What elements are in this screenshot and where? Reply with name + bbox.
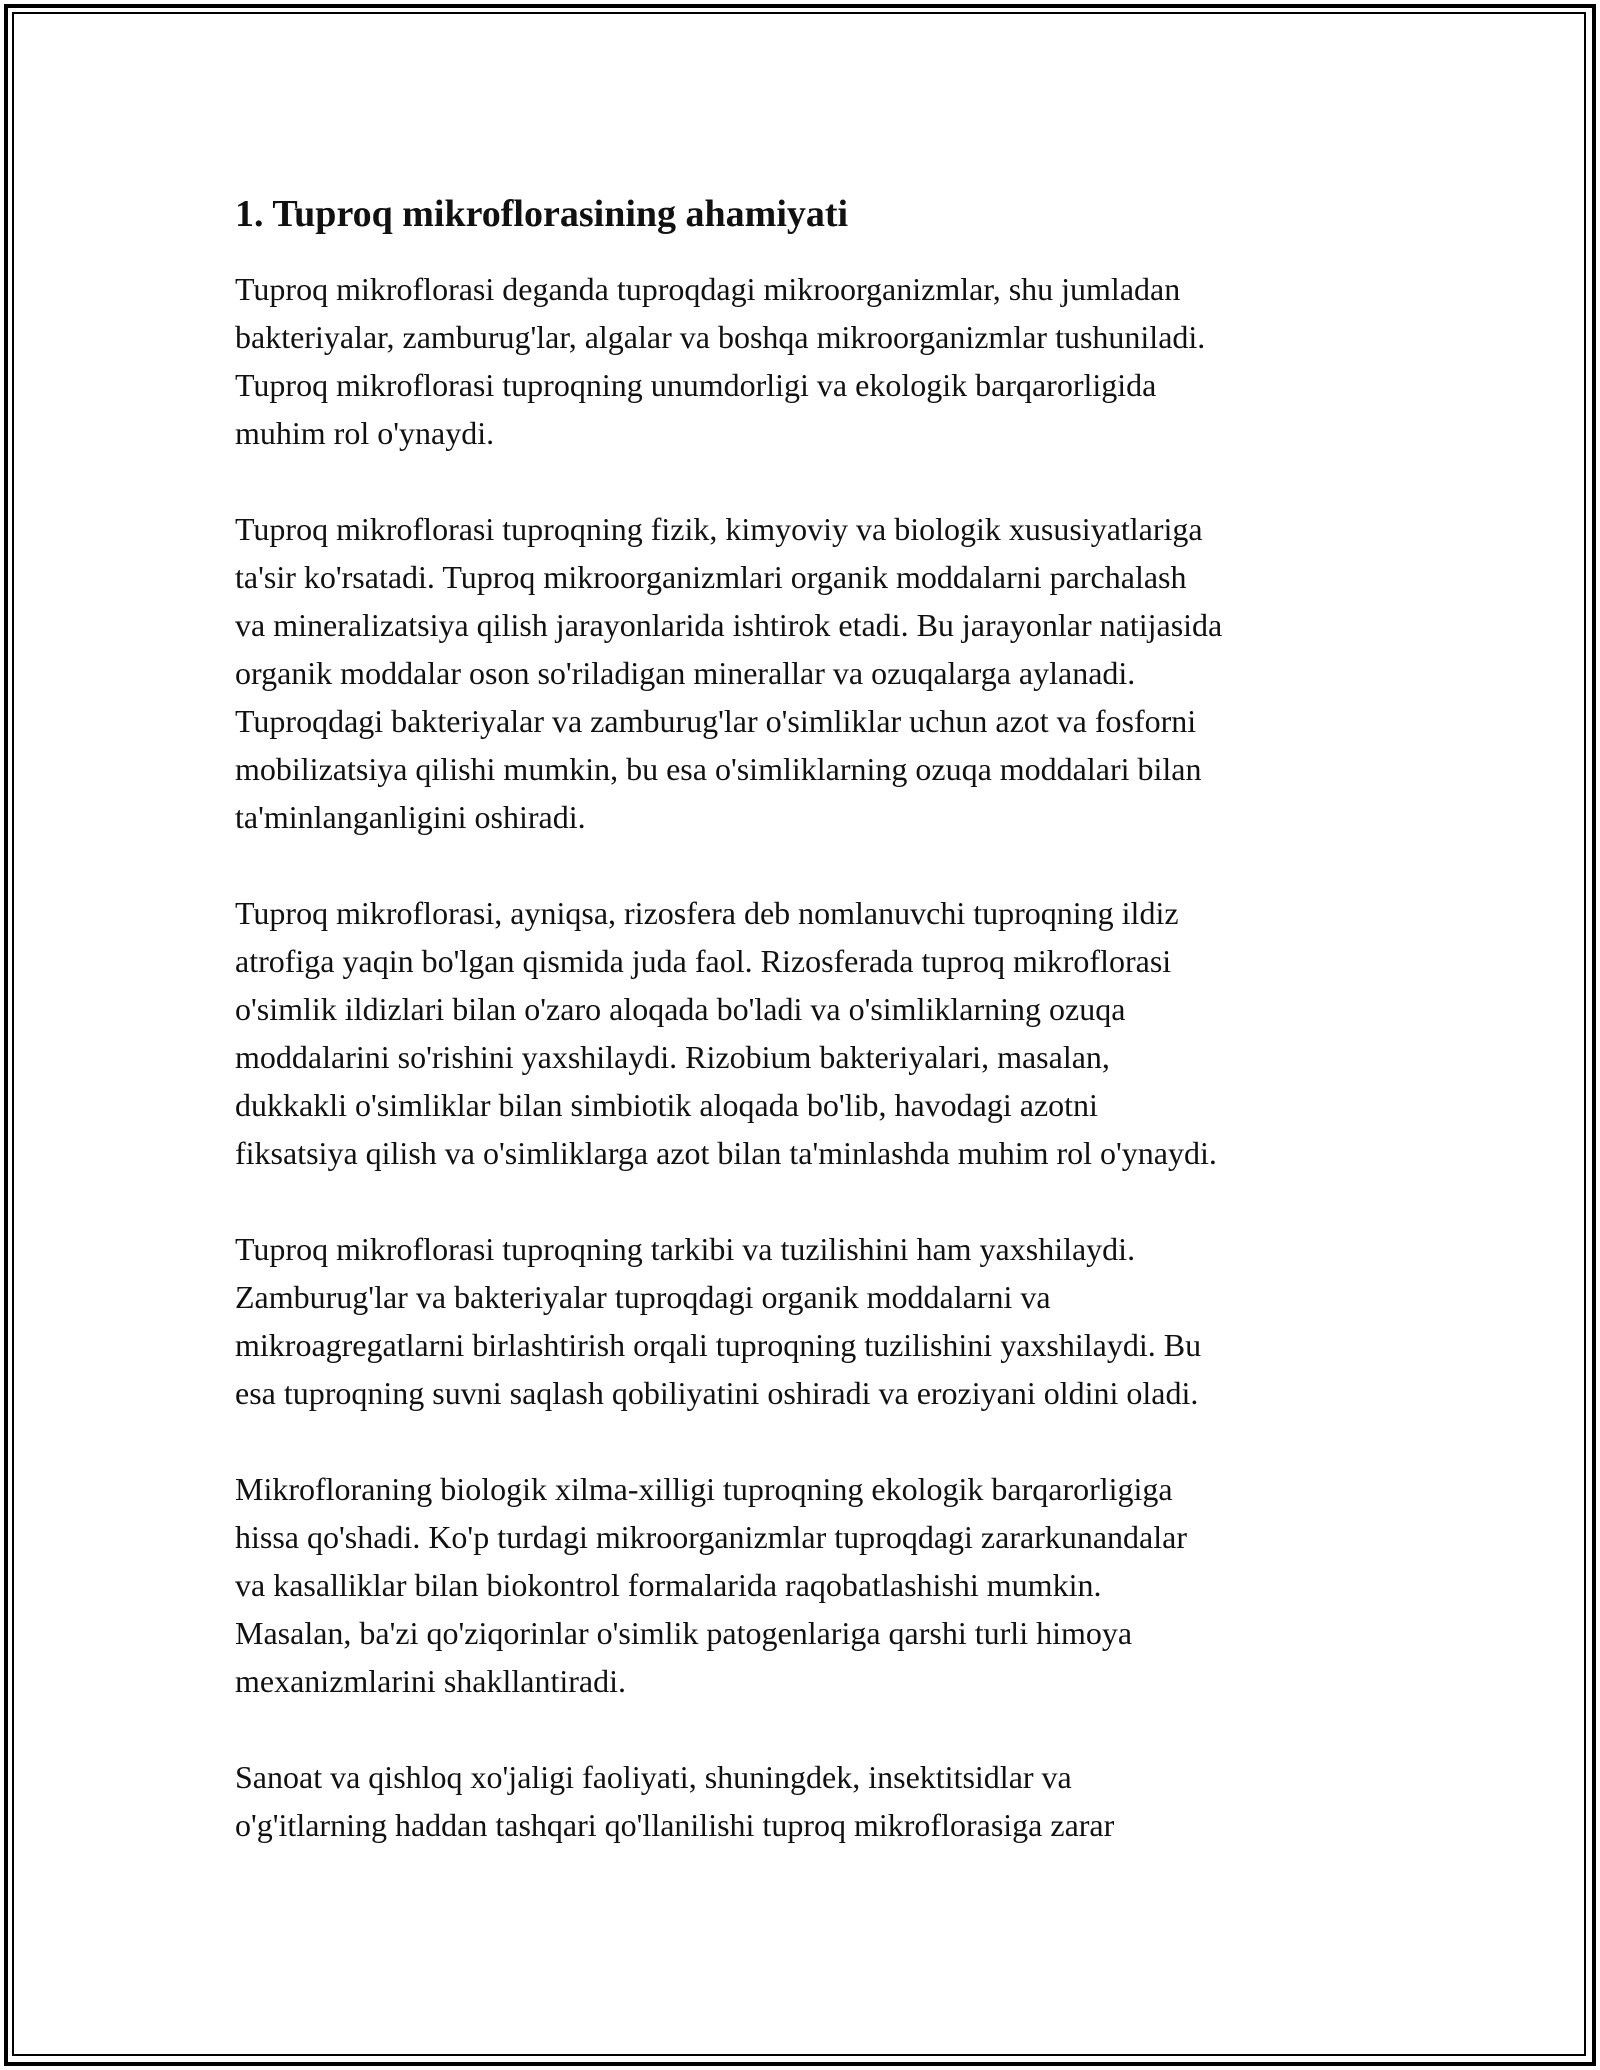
text-line: Zamburug'lar va bakteriyalar tuproqdagi organik moddalarni va (235, 1279, 1051, 1315)
document-body (235, 183, 1395, 1897)
text-line: esa tuproqning suvni saqlash qobiliyatini oshiradi va eroziyani oldini oladi. (235, 1375, 1199, 1411)
paragraph-4 (235, 1225, 1395, 1417)
text-line: organik moddalar oson so'riladigan minerallar va ozuqalarga aylanadi. (235, 655, 1136, 691)
text-line: o'g'itlarning haddan tashqari qo'llanilishi tuproq mikroflorasiga zarar (235, 1807, 1115, 1843)
text-line: va kasalliklar bilan biokontrol formalarida raqobatlashishi mumkin. (235, 1567, 1102, 1603)
paragraph-6 (235, 1753, 1395, 1849)
text-line: Tuproqdagi bakteriyalar va zamburug'lar o'simliklar uchun azot va fosforni (235, 703, 1197, 739)
text-line: Masalan, ba'zi qo'ziqorinlar o'simlik patogenlariga qarshi turli himoya (235, 1615, 1133, 1651)
paragraph-1 (235, 265, 1395, 457)
text-line: atrofiga yaqin bo'lgan qismida juda faol. Rizosferada tuproq mikroflorasi (235, 943, 1172, 979)
text-line: Mikrofloraning biologik xilma-xilligi tuproqning ekologik barqarorligiga (235, 1471, 1173, 1507)
text-line: hissa qo'shadi. Ko'p turdagi mikroorganizmlar tuproqdagi zararkunandalar (235, 1519, 1187, 1555)
text-line: ta'minlanganligini oshiradi. (235, 799, 586, 835)
paragraph-2 (235, 505, 1395, 841)
text-line: va mineralizatsiya qilish jarayonlarida ishtirok etadi. Bu jarayonlar natijasida (235, 607, 1223, 643)
text-line: o'simlik ildizlari bilan o'zaro aloqada bo'ladi va o'simliklarning ozuqa (235, 991, 1126, 1027)
text-line: Tuproq mikroflorasi, ayniqsa, rizosfera deb nomlanuvchi tuproqning ildiz (235, 895, 1179, 931)
text-line: bakteriyalar, zamburug'lar, algalar va boshqa mikroorganizmlar tushuniladi. (235, 319, 1206, 355)
text-line: muhim rol o'ynaydi. (235, 415, 495, 451)
text-line: fiksatsiya qilish va o'simliklarga azot bilan ta'minlashda muhim rol o'ynaydi. (235, 1135, 1217, 1171)
text-line: Tuproq mikroflorasi tuproqning fizik, kimyoviy va biologik xususiyatlariga (235, 511, 1203, 547)
text-line: mikroagregatlarni birlashtirish orqali tuproqning tuzilishini yaxshilaydi. Bu (235, 1327, 1202, 1363)
text-line: Sanoat va qishloq xo'jaligi faoliyati, shuningdek, insektitsidlar va (235, 1759, 1072, 1795)
text-line: moddalarini so'rishini yaxshilaydi. Rizobium bakteriyalari, masalan, (235, 1039, 1110, 1075)
text-line: Tuproq mikroflorasi tuproqning tarkibi va tuzilishini ham yaxshilaydi. (235, 1231, 1136, 1267)
paragraph-5 (235, 1465, 1395, 1705)
text-line: Tuproq mikroflorasi deganda tuproqdagi mikroorganizmlar, shu jumladan (235, 271, 1181, 307)
section-heading: 1. Tuproq mikroflorasining ahamiyati (235, 193, 849, 235)
text-line: mobilizatsiya qilishi mumkin, bu esa o'simliklarning ozuqa moddalari bilan (235, 751, 1202, 787)
text-line: Tuproq mikroflorasi tuproqning unumdorligi va ekologik barqarorligida (235, 367, 1157, 403)
text-line: ta'sir ko'rsatadi. Tuproq mikroorganizmlari organik moddalarni parchalash (235, 559, 1187, 595)
text-line: mexanizmlarini shakllantiradi. (235, 1663, 626, 1699)
text-line: dukkakli o'simliklar bilan simbiotik aloqada bo'lib, havodagi azotni (235, 1087, 1098, 1123)
paragraph-3 (235, 889, 1395, 1177)
